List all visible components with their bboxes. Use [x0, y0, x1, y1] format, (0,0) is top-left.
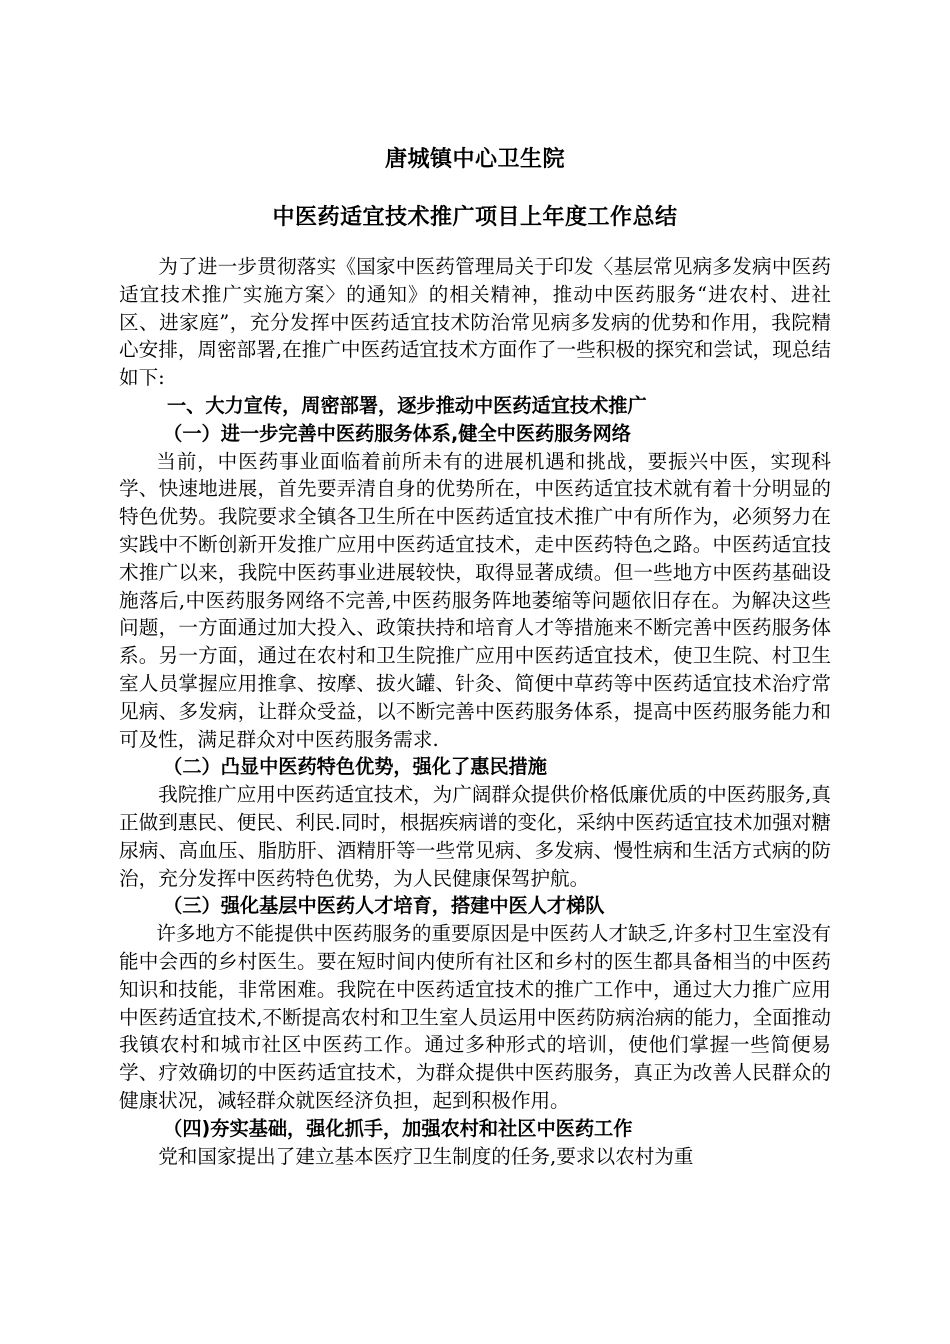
subsection-paragraph-3: 许多地方不能提供中医药服务的重要原因是中医药人才缺乏,许多村卫生室没有能中会西的乡村医生。要在短时间内使所有社区和乡村的医生都具备相当的中医药知识和技能，非常困难。我院在中医药适宜技术的推广工作中，通过大力推广应用中医药适宜技术,不断提高农村和卫生室人员运用中医药防病治病的能力，全面推动我镇农村和城市社区中医药工作。通过多种形式的培训，使他们掌握一些简便易学、疗效确切的中医药适宜技术，为群众提供中医药服务，真正为改善人民群众的健康状况，减轻群众就医经济负担，起到积极作用。	[119, 922, 831, 1112]
subsection-paragraph-1: 当前，中医药事业面临着前所未有的进展机遇和挑战，要振兴中医，实现科学、快速地进展，首先要弄清自身的优势所在，中医药适宜技术就有着十分明显的特色优势。我院要求全镇各卫生所在中医药适宜技术推广中有所作为，必须努力在实践中不断创新开发推广应用中医药适宜技术，走中医药特色之路。中医药适宜技术推广以来，我院中医药事业进展较快，取得显著成绩。但一些地方中医药基础设施落后,中医药服务网络不完善,中医药服务阵地萎缩等问题依旧存在。为解决这些问题，一方面通过加大投入、政策扶持和培育人才等措施来不断完善中医药服务体系。另一方面，通过在农村和卫生院推广应用中医药适宜技术，使卫生院、村卫生室人员掌握应用推拿、按摩、拔火罐、针灸、简便中草药等中医药适宜技术治疗常见病、多发病，让群众受益，以不断完善中医药服务体系，提高中医药服务能力和可及性，满足群众对中医药服务需求.	[119, 449, 831, 751]
subsection-paragraph-2: 我院推广应用中医药适宜技术，为广阔群众提供价格低廉优质的中医药服务,真正做到惠民、便民、利民.同时，根据疾病谱的变化，采纳中医药适宜技术加强对糖尿病、高血压、脂肪肝、酒精肝等一些常见病、多发病、慢性病和生活方式病的防治，充分发挥中医药特色优势，为人民健康保驾护航。	[119, 783, 831, 890]
subsection-heading-3: （三）强化基层中医药人才培育，搭建中医人才梯队	[163, 894, 605, 918]
subsection-heading-4: （四)夯实基础，强化抓手，加强农村和社区中医药工作	[163, 1116, 633, 1140]
section-heading-1: 一、大力宣传，周密部署，逐步推动中医药适宜技术推广	[167, 393, 647, 417]
organization-title: 唐城镇中心卫生院	[384, 147, 565, 172]
subsection-heading-2: （二）凸显中医药特色优势，强化了惠民措施	[163, 755, 547, 779]
report-title: 中医药适宜技术推广项目上年度工作总结	[272, 205, 678, 230]
intro-paragraph: 为了进一步贯彻落实《国家中医药管理局关于印发〈基层常见病多发病中医药适宜技术推广实施方案〉的通知》的相关精神，推动中医药服务“进农村、进社区、进家庭”，充分发挥中医药适宜技术防治常见病多发病的优势和作用，我院精心安排，周密部署,在推广中医药适宜技术方面作了一些积极的探究和尝试，现总结如下:	[119, 255, 831, 390]
subsection-heading-1: （一）进一步完善中医药服务体系,健全中医药服务网络	[163, 421, 631, 445]
document-body	[119, 253, 831, 1170]
subsection-paragraph-4: 党和国家提出了建立基本医疗卫生制度的任务,要求以农村为重	[158, 1144, 694, 1168]
